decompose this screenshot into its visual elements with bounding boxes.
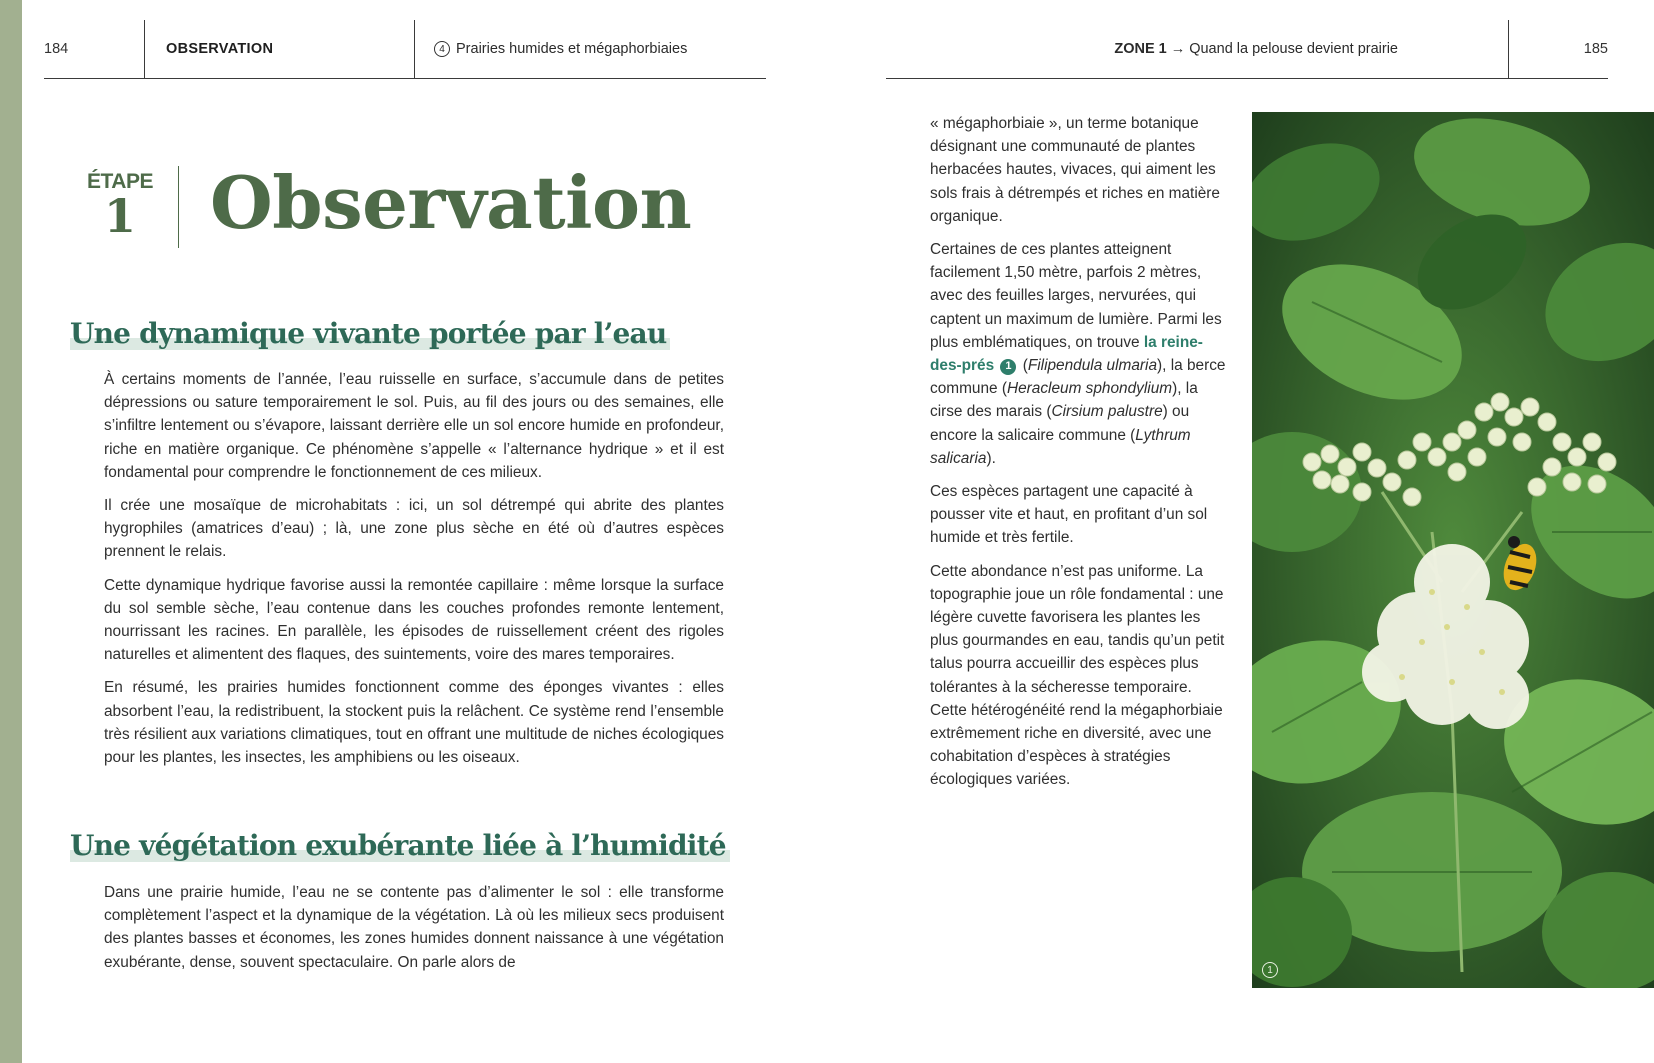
left-page-header [44,20,766,79]
header-divider [1508,20,1509,78]
body-paragraph-species [930,238,1228,470]
zone-label: ZONE 1 [1114,41,1167,57]
page-number-text: 184 [44,41,69,57]
latin-name: Filipendula ulmaria [1027,357,1158,375]
book-spine-strip [0,0,22,1063]
species-highlight: la reine-des-prés [930,333,1203,375]
step-badge [82,170,158,243]
section-heading-water-dynamics [70,316,670,352]
text-run: ( [1018,357,1028,375]
photo-reference-icon: 1 [1262,962,1278,978]
body-paragraph: Cette abondance n’est pas uniforme. La topographie joue un rôle fondamental : une légère cuvette favorisera les plantes les plus gourmandes en eau, tandis qu’un petit talus pourra accueillir des espèces plus tolérantes à la sécheresse temporaire. Cette hétérogénéité rend la mégaphorbiaie extrêmement riche en diversité, avec une cohabitation d’espèces à stratégies écologiques variées. [930,562,1225,789]
chapter-number-icon: 4 [434,41,450,57]
right-page-number [1584,20,1608,78]
body-paragraph: Cette dynamique hydrique favorise aussi la remontée capillaire : même lorsque la surface du sol semble sèche, l’eau contenue dans les couches profondes remonte lentement, nourrissant les racines. En parallèle, les épisodes de ruissellement créent des rigoles naturelles et alimentent des flaques, des suintements, voire des mares temporaires. [104,576,724,664]
meadowsweet-photo [1252,112,1654,988]
right-text-column [930,112,1228,802]
latin-name: Heracleum sphondylium [1006,380,1173,398]
body-paragraph: Il crée une mosaïque de microhabitats : ici, un sol détrempé qui abrite des plantes hygrophiles (amatrices d’eau) ; là, une zone plus sèche en été où d’autres espèces prennent le relais. [104,497,724,561]
header-chapter-title: Prairies humides et mégaphorbiaies [456,41,688,57]
page-number-text: 185 [1583,41,1608,57]
section2-body [104,881,724,984]
text-run: ). [986,449,996,467]
header-zone-cell [1114,20,1398,78]
header-divider [414,20,415,78]
body-paragraph: « mégaphorbiaie », un terme botanique désignant une communauté de plantes herbacées hautes, vivaces, qui aiment les sols frais à détrempés et riches en matière organique. [930,115,1220,225]
arrow-right-icon: → [1170,41,1186,57]
text-run: ), la cirse des marais ( [930,380,1198,421]
header-chapter-cell [434,20,687,78]
latin-name: Cirsium palustre [1051,403,1163,421]
body-paragraph: En résumé, les prairies humides fonctionnent comme des éponges vivantes : elles absorbent l’eau, la redistribuent, la stockent puis la relâchent. Ce système rend l’ensemble très résilient aux variations climatiques, tout en offrant une multitude de niches écologiques pour les plantes, les insectes, les amphibiens ou les oiseaux. [104,679,724,767]
section-heading-vegetation [70,828,730,864]
header-divider [144,20,145,78]
header-section-label: OBSERVATION [166,41,274,57]
title-divider [178,166,179,248]
body-paragraph: À certains moments de l’année, l’eau ruisselle en surface, s’accumule dans de petites dépressions ou sature temporairement le sol. Puis, au fil des jours ou des semaines, elle s’infiltre lentement ou s’évapore, laissant derrière elle un sol encore humide en profondeur, riche en matière organique. Ce phénomène s’appelle « l’alternance hydrique » et il est fondamental pour comprendre le fonctionnement de ces milieux. [104,371,724,481]
body-paragraph: Ces espèces partagent une capacité à pousser vite et haut, en profitant d’un sol humide et très fertile. [930,483,1208,547]
header-section-cell [166,20,273,78]
right-page-header [886,20,1608,79]
text-run: ), la berce commune ( [930,357,1226,398]
step-number: 1 [103,189,136,243]
step-word: ÉTAPE [87,170,153,193]
section-heading-text: Une végétation exubérante liée à l’humidité [70,829,730,862]
section1-body [104,368,724,779]
zone-title: Quand la pelouse devient prairie [1189,41,1398,57]
text-run: Certaines de ces plantes atteignent facilement 1,50 mètre, parfois 2 mètres, avec des feuilles larges, nervurées, qui captent un maximum de lumière. Parmi les plus emblématiques, on trouve [930,241,1222,351]
section-heading-text: Une dynamique vivante portée par l’eau [70,317,670,350]
photo-illustration [1252,112,1654,988]
figure-ref-icon: 1 [1000,359,1016,375]
latin-name: Lythrum salicaria [930,426,1191,467]
page-title: Observation [210,160,692,245]
body-paragraph: Dans une prairie humide, l’eau ne se contente pas d’alimenter le sol : elle transforme complètement l’aspect et la dynamique de la végétation. Là où les milieux secs produisent des plantes basses et économes, les zones humides donnent naissance à une végétation exubérante, dense, souvent spectaculaire. On parle alors de [104,884,724,971]
text-run: ) ou encore la salicaire commune ( [930,403,1190,444]
left-page-number [44,20,68,78]
